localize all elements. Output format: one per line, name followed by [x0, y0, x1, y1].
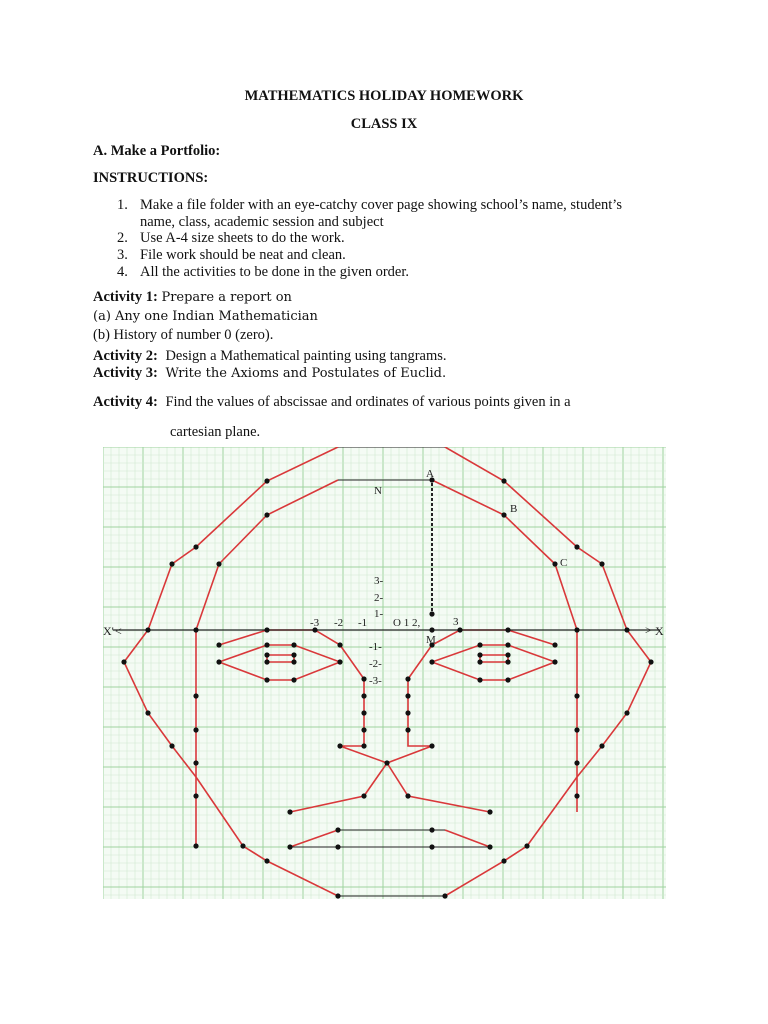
plotted-point	[287, 844, 292, 849]
point-b-label: B	[510, 503, 518, 515]
plotted-point	[169, 743, 174, 748]
activity-1-option-a: (a) Any one Indian Mathematician	[93, 309, 318, 324]
activity-4	[93, 394, 571, 411]
plotted-point	[477, 642, 482, 647]
plotted-point	[264, 512, 269, 517]
plotted-point	[624, 710, 629, 715]
activity-2	[93, 348, 447, 365]
plotted-point	[599, 561, 604, 566]
document-title: MATHEMATICS HOLIDAY HOMEWORK	[244, 88, 524, 104]
plotted-point	[361, 727, 366, 732]
instruction-number: 2.	[117, 230, 128, 246]
plotted-point	[405, 676, 410, 681]
plotted-point	[145, 627, 150, 632]
plotted-point	[405, 693, 410, 698]
plotted-point	[240, 843, 245, 848]
plotted-point	[574, 793, 579, 798]
plotted-point	[361, 793, 366, 798]
instruction-text: File work should be neat and clean.	[140, 247, 346, 263]
activity-4-text-cont: cartesian plane.	[170, 424, 261, 440]
plotted-point	[429, 827, 434, 832]
plotted-point	[216, 659, 221, 664]
plotted-point	[361, 710, 366, 715]
plotted-point	[574, 760, 579, 765]
plotted-point	[337, 659, 342, 664]
plotted-point	[524, 843, 529, 848]
y-tick-label: -1-	[369, 641, 382, 653]
plotted-point	[291, 652, 296, 657]
instructions-heading: INSTRUCTIONS:	[93, 170, 209, 186]
plotted-point	[501, 478, 506, 483]
plotted-point	[552, 561, 557, 566]
plotted-point	[337, 743, 342, 748]
plotted-point	[193, 727, 198, 732]
plotted-point	[216, 561, 221, 566]
instruction-number: 3.	[117, 247, 128, 263]
plotted-point	[193, 760, 198, 765]
instruction-text: All the activities to be done in the given order.	[140, 264, 409, 280]
plotted-point	[648, 659, 653, 664]
x-axis-left-label: X'	[103, 624, 114, 638]
activity-4-text: Find the values of abscissae and ordinates of various points given in a	[165, 394, 571, 410]
activity-4-label: Activity 4:	[93, 394, 158, 410]
x-tick-label: -1	[358, 617, 368, 629]
plotted-point	[429, 659, 434, 664]
y-tick-label: -2-	[369, 658, 382, 670]
plotted-point	[429, 611, 434, 616]
point-m-label: M	[426, 634, 436, 646]
plotted-point	[574, 727, 579, 732]
plotted-point	[193, 627, 198, 632]
plotted-point	[264, 627, 269, 632]
x-tick-label: 3	[453, 616, 459, 628]
x-tick-label: -2	[334, 617, 344, 629]
plotted-point	[361, 743, 366, 748]
plotted-point	[599, 743, 604, 748]
plotted-point	[405, 793, 410, 798]
plotted-point	[291, 659, 296, 664]
plotted-point	[291, 677, 296, 682]
y-tick-label: -3-	[369, 675, 382, 687]
plotted-point	[442, 893, 447, 898]
instruction-text: Use A-4 size sheets to do the work.	[140, 230, 345, 246]
y-tick-label: 2-	[374, 592, 384, 604]
point-c-label: C	[560, 557, 568, 569]
plotted-point	[169, 561, 174, 566]
plotted-point	[361, 676, 366, 681]
plotted-point	[264, 659, 269, 664]
plotted-point	[505, 659, 510, 664]
plotted-point	[477, 652, 482, 657]
plotted-point	[405, 710, 410, 715]
plotted-point	[264, 652, 269, 657]
plotted-point	[574, 627, 579, 632]
instruction-number: 1.	[117, 197, 128, 213]
face-diagram	[103, 447, 666, 899]
plotted-point	[121, 659, 126, 664]
plotted-point	[477, 659, 482, 664]
point-n-label: N	[374, 485, 382, 497]
plotted-point	[574, 693, 579, 698]
x-axis-right-label: X	[655, 624, 664, 638]
instruction-text: name, class, academic session and subject	[140, 214, 384, 230]
plotted-point	[384, 760, 389, 765]
plotted-point	[335, 844, 340, 849]
plotted-point	[264, 858, 269, 863]
activity-1-text: Prepare a report on	[161, 290, 292, 305]
plotted-point	[552, 642, 557, 647]
class-heading: CLASS IX	[350, 116, 418, 132]
plotted-point	[335, 893, 340, 898]
plotted-point	[335, 827, 340, 832]
plotted-point	[574, 544, 579, 549]
plotted-point	[193, 693, 198, 698]
activity-3-label: Activity 3:	[93, 365, 158, 381]
x-tick-label: -3	[310, 617, 320, 629]
cartesian-face-figure	[103, 447, 666, 899]
plotted-point	[291, 642, 296, 647]
activity-3-text: Write the Axioms and Postulates of Euclid.	[165, 366, 447, 381]
activity-2-label: Activity 2:	[93, 348, 158, 364]
plotted-point	[505, 652, 510, 657]
plotted-point	[487, 844, 492, 849]
plotted-point	[505, 627, 510, 632]
plotted-point	[487, 809, 492, 814]
plotted-point	[457, 627, 462, 632]
activity-2-text: Design a Mathematical painting using tangrams.	[165, 348, 447, 364]
instruction-text: Make a file folder with an eye-catchy cover page showing school’s name, student’s	[140, 197, 622, 213]
plotted-point	[193, 793, 198, 798]
plotted-point	[264, 642, 269, 647]
activity-3	[93, 365, 446, 382]
section-a-heading: A. Make a Portfolio:	[93, 143, 221, 159]
activity-1-option-b: (b) History of number 0 (zero).	[93, 327, 274, 343]
plotted-point	[287, 809, 292, 814]
plotted-point	[361, 693, 366, 698]
plotted-point	[264, 677, 269, 682]
plotted-point	[429, 844, 434, 849]
plotted-point	[505, 642, 510, 647]
plotted-point	[193, 843, 198, 848]
point-a-label: A	[426, 468, 434, 480]
plotted-point	[552, 659, 557, 664]
plotted-point	[193, 544, 198, 549]
plotted-point	[429, 627, 434, 632]
plotted-point	[337, 642, 342, 647]
x-axis-left-arrow: <	[115, 624, 122, 638]
y-tick-label: 3-	[374, 575, 384, 587]
plotted-point	[501, 512, 506, 517]
plotted-point	[477, 677, 482, 682]
plotted-point	[216, 642, 221, 647]
plotted-point	[505, 677, 510, 682]
x-axis-right-arrow: >	[645, 623, 652, 637]
plotted-point	[264, 478, 269, 483]
plotted-point	[145, 710, 150, 715]
activity-1	[93, 289, 292, 306]
plotted-point	[429, 743, 434, 748]
plotted-point	[501, 858, 506, 863]
x-tick-label: O 1 2,	[393, 617, 421, 629]
y-tick-label: 1-	[374, 608, 384, 620]
activity-1-label: Activity 1:	[93, 289, 158, 305]
instruction-number: 4.	[117, 264, 128, 280]
plotted-point	[405, 727, 410, 732]
plotted-point	[624, 627, 629, 632]
